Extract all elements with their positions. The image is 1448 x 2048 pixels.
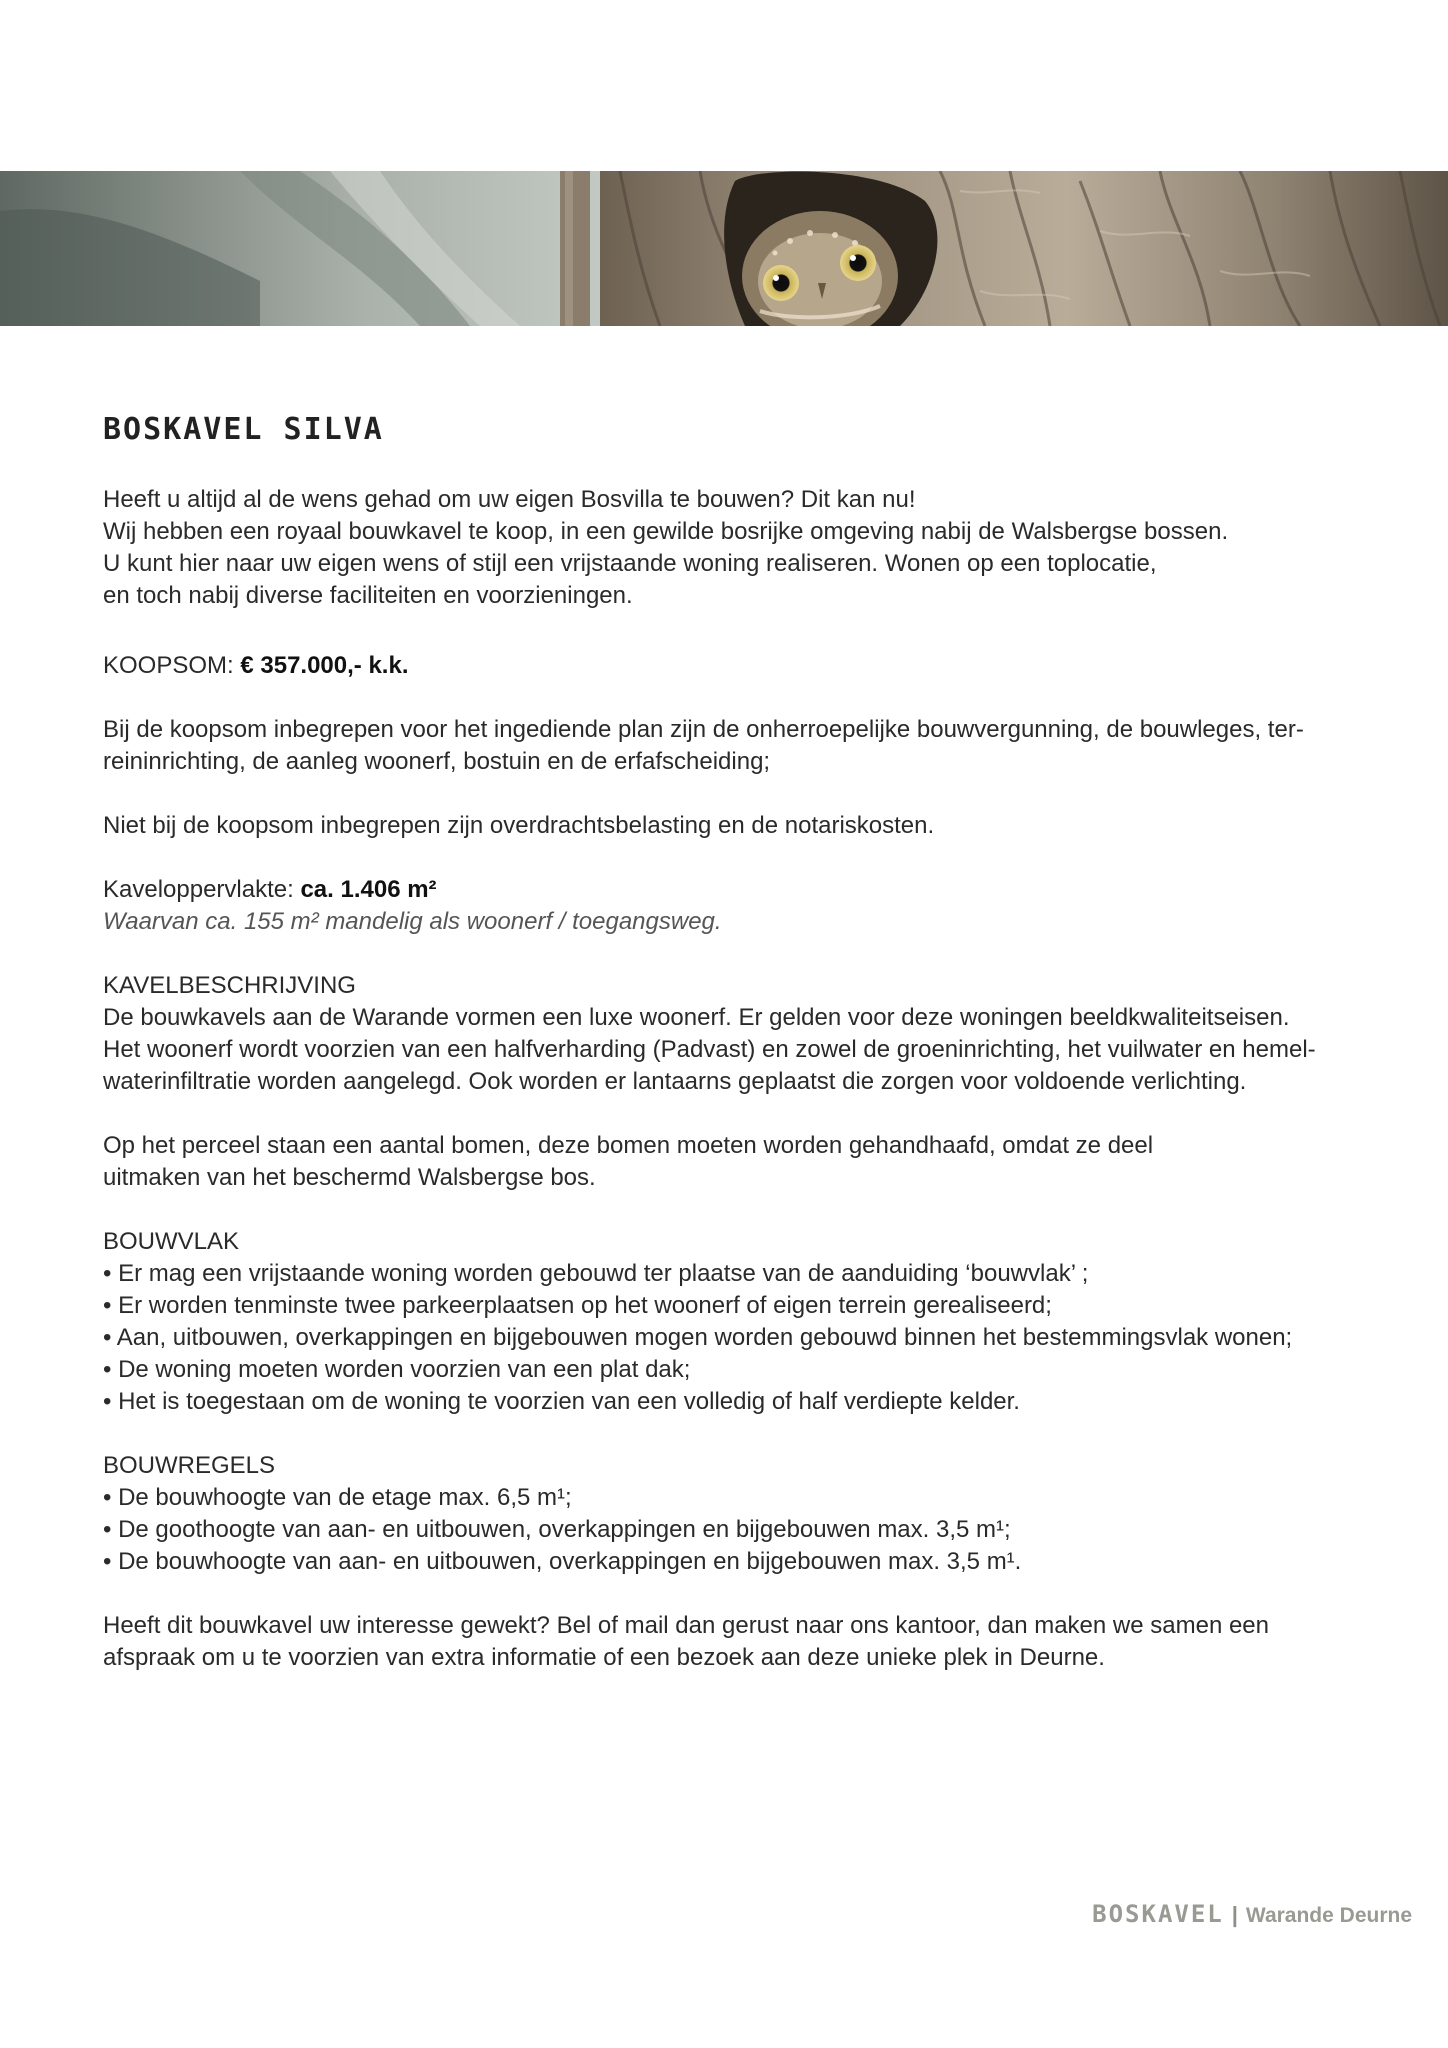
area-note: Waarvan ca. 155 m² mandelig als woonerf / toegangsweg.: [103, 908, 722, 935]
description-line: De bouwkavels aan de Warande vormen een luxe woonerf. Er gelden voor deze woningen beeldkwaliteitseisen.: [103, 1004, 1290, 1031]
description-line: waterinfiltratie worden aangelegd. Ook worden er lantaarns geplaatst die zorgen voor voldoende verlichting.: [103, 1068, 1247, 1095]
bouwregels-item: • De bouwhoogte van aan- en uitbouwen, overkappingen en bijgebouwen max. 3,5 m¹.: [103, 1548, 1022, 1575]
bouwvlak-item: • Aan, uitbouwen, overkappingen en bijgebouwen mogen worden gebouwd binnen het bestemmingsvlak wonen;: [103, 1324, 1293, 1351]
bouwregels-item: • De goothoogte van aan- en uitbouwen, overkappingen en bijgebouwen max. 3,5 m¹;: [103, 1516, 1011, 1543]
trees-line: Op het perceel staan een aantal bomen, deze bomen moeten worden gehandhaafd, omdat ze deel: [103, 1132, 1154, 1159]
footer-brand: [1092, 1900, 1412, 1928]
area-label: Kaveloppervlakte:: [103, 876, 301, 903]
intro-line: en toch nabij diverse faciliteiten en voorzieningen.: [103, 582, 633, 609]
included-line: Bij de koopsom inbegrepen voor het ingediende plan zijn de onherroepelijke bouwvergunning, de bouwleges, ter-: [103, 716, 1304, 743]
closing-line: afspraak om u te voorzien van extra informatie of een bezoek aan deze unieke plek in Deurne.: [103, 1644, 1105, 1671]
bouwvlak-item: • Er worden tenminste twee parkeerplaatsen op het woonerf of eigen terrein gerealiseerd;: [103, 1292, 1052, 1319]
footer-location: Warande Deurne: [1245, 1904, 1412, 1927]
bouwvlak-item: • Het is toegestaan om de woning te voorzien van een volledig of half verdiepte kelder.: [103, 1388, 1020, 1415]
page-title: BOSKAVEL SILVA: [103, 412, 384, 447]
area-value: ca. 1.406 m²: [300, 876, 437, 903]
footer-brand-name: BOSKAVEL: [1092, 1900, 1224, 1928]
header-photo-banner: [0, 171, 1448, 326]
closing-line: Heeft dit bouwkavel uw interesse gewekt? Bel of mail dan gerust naar ons kantoor, dan maken we samen een: [103, 1612, 1270, 1639]
intro-line: U kunt hier naar uw eigen wens of stijl een vrijstaande woning realiseren. Wonen op een toplocatie,: [103, 550, 1157, 577]
bouwvlak-heading: BOUWVLAK: [103, 1228, 240, 1255]
price-line: [103, 650, 1413, 682]
excluded-paragraph: Niet bij de koopsom inbegrepen zijn overdrachtsbelasting en de notariskosten.: [103, 812, 935, 839]
included-line: reininrichting, de aanleg woonerf, bostuin en de erfafscheiding;: [103, 748, 771, 775]
price-label: KOOPSOM:: [103, 652, 241, 679]
intro-line: Wij hebben een royaal bouwkavel te koop, in een gewilde bosrijke omgeving nabij de Walsbergse bossen.: [103, 518, 1229, 545]
bouwvlak-item: • Er mag een vrijstaande woning worden gebouwd ter plaatse van de aanduiding ‘bouwvlak’ ;: [103, 1260, 1089, 1287]
intro-line: Heeft u altijd al de wens gehad om uw eigen Bosvilla te bouwen? Dit kan nu!: [103, 486, 916, 513]
description-heading: KAVELBESCHRIJVING: [103, 972, 356, 999]
intro-paragraph: [103, 484, 1413, 612]
price-value: € 357.000,- k.k.: [240, 652, 409, 679]
area-line: [103, 874, 1413, 906]
owl-in-tree-photo: [0, 171, 1448, 326]
trees-line: uitmaken van het beschermd Walsbergse bos.: [103, 1164, 596, 1191]
description-line: Het woonerf wordt voorzien van een halfverharding (Padvast) en zowel de groeninrichting, het vuilwater en hemel-: [103, 1036, 1316, 1063]
bouwvlak-item: • De woning moeten worden voorzien van een plat dak;: [103, 1356, 691, 1383]
main-content: [103, 410, 1413, 1674]
footer-separator: |: [1231, 1902, 1238, 1927]
bouwregels-heading: BOUWREGELS: [103, 1452, 276, 1479]
bouwregels-item: • De bouwhoogte van de etage max. 6,5 m¹;: [103, 1484, 572, 1511]
included-paragraph: [103, 714, 1413, 778]
